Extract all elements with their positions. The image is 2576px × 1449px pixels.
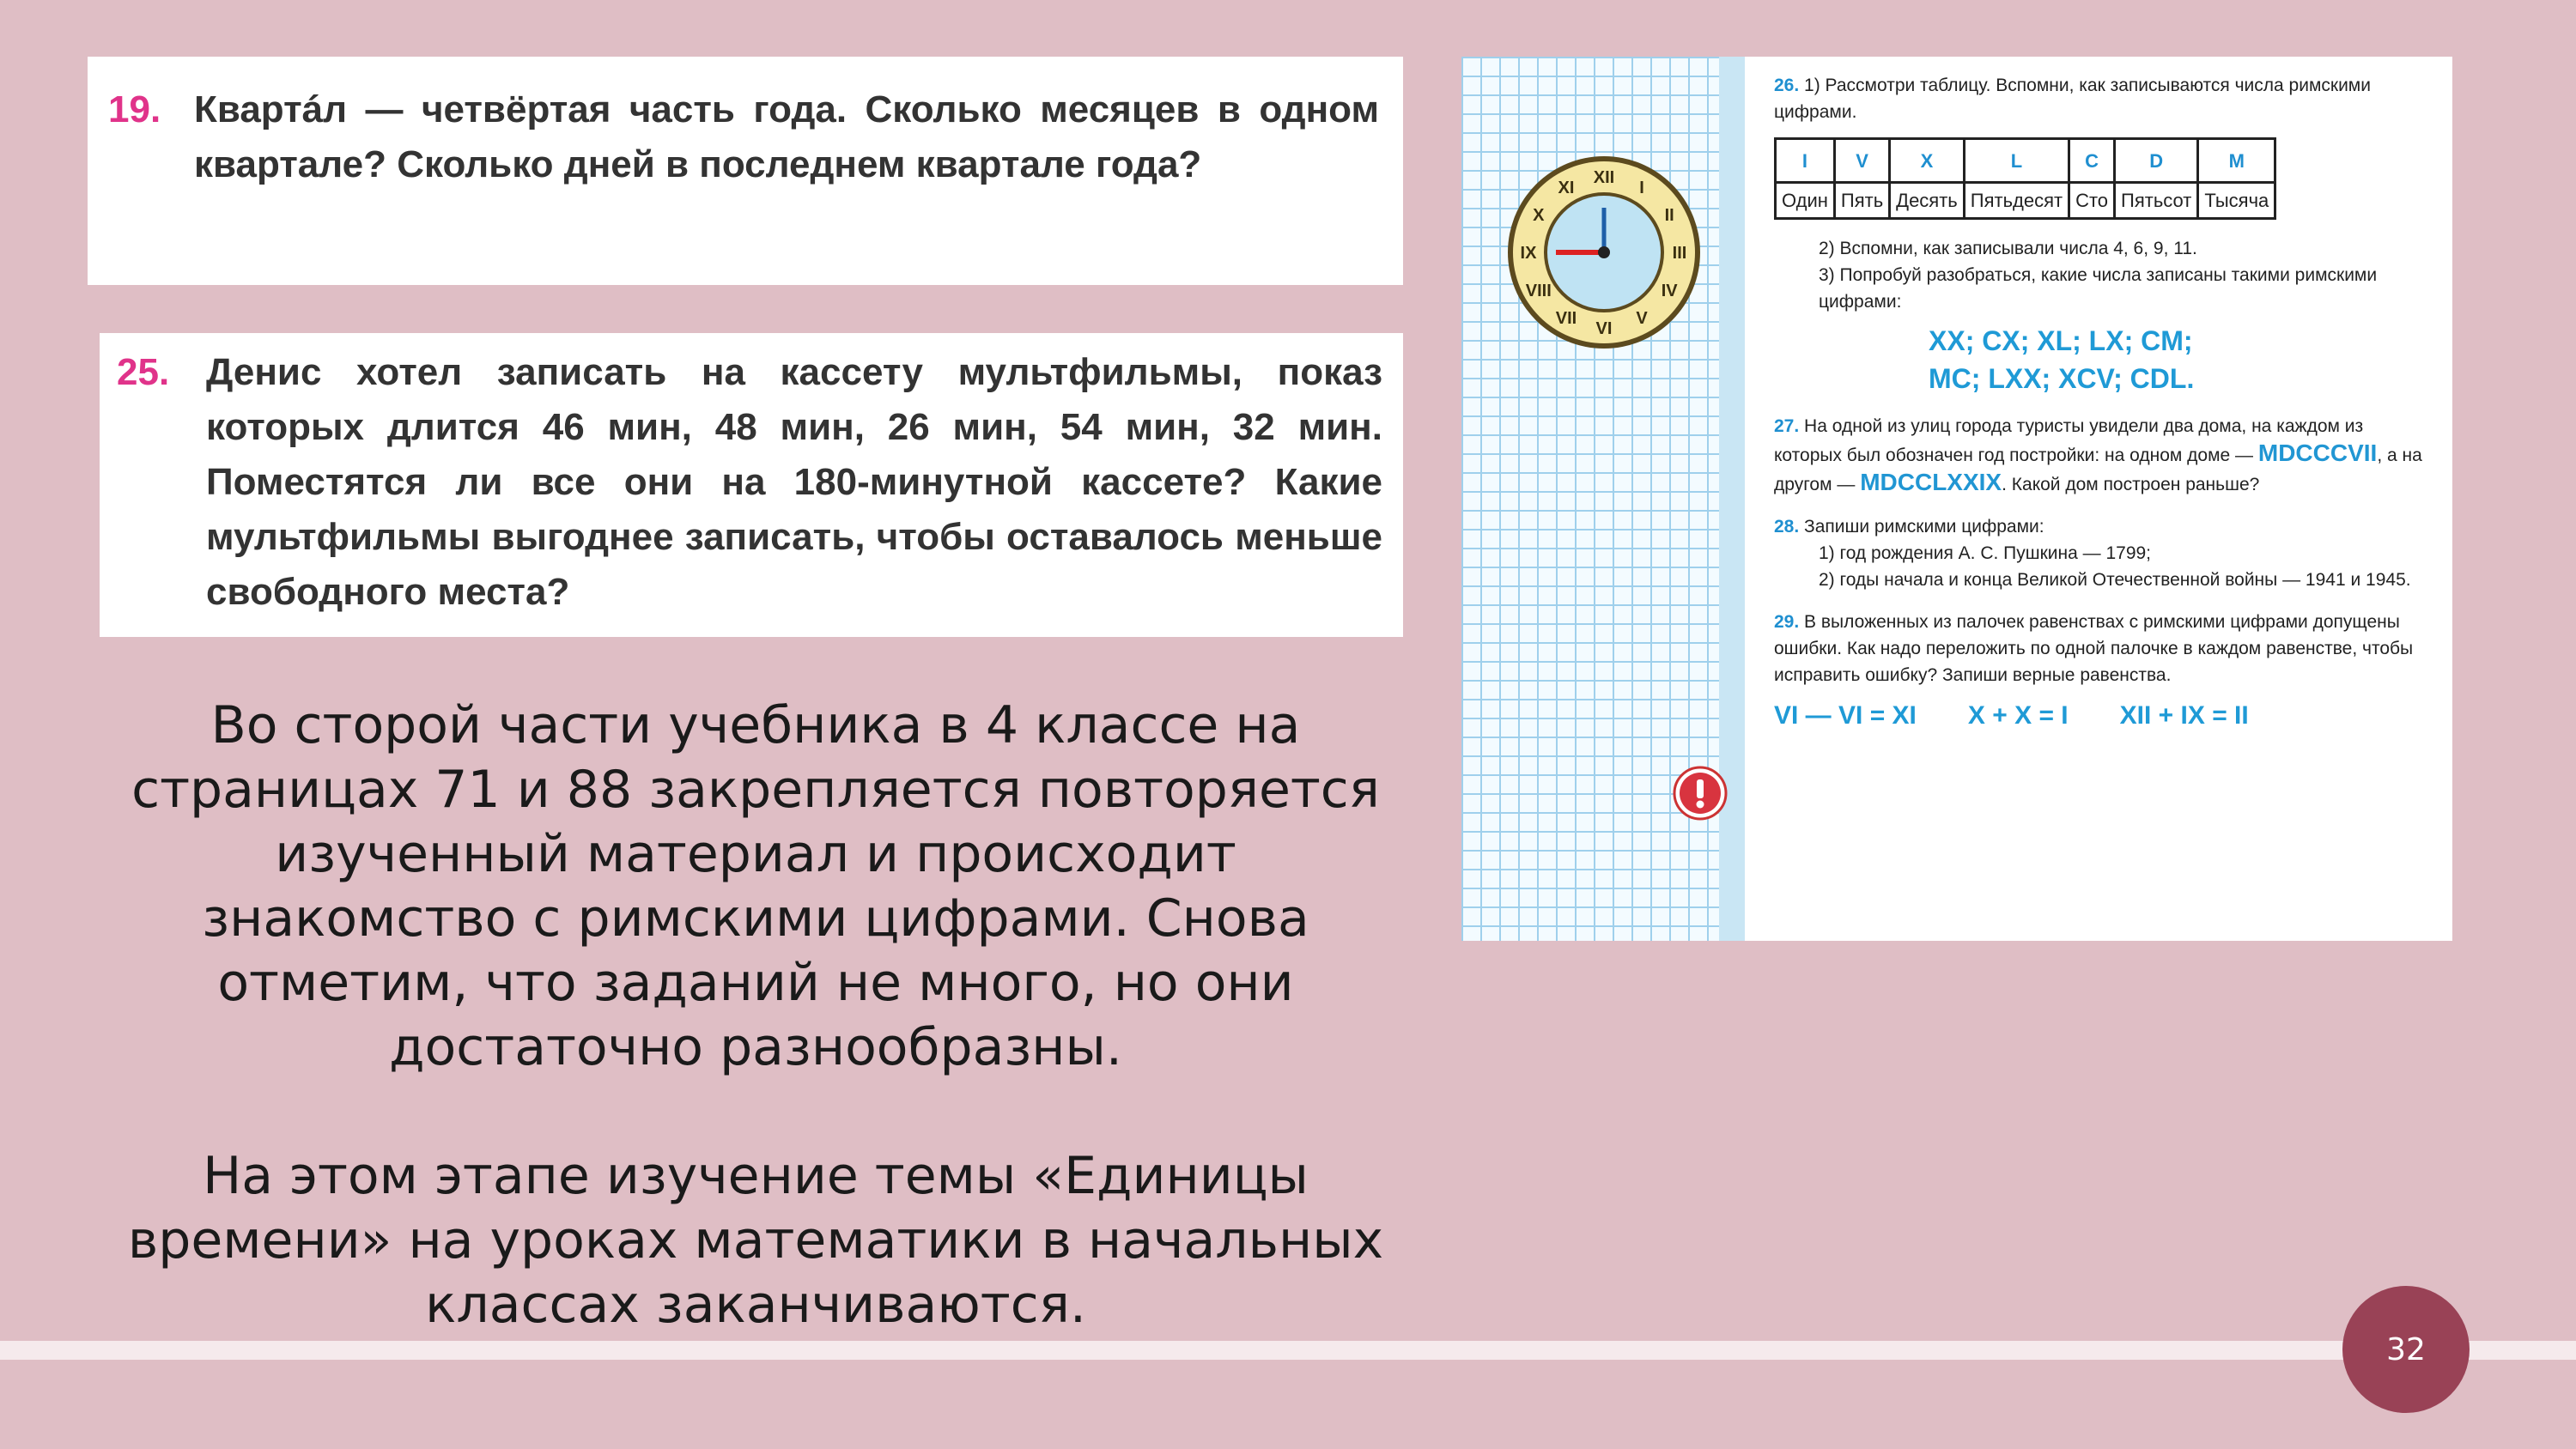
task-25-text: Денис хотел записать на кассету мультфильмы, показ которых длится 46 мин, 48 мин, 26 мин, 54 мин, 32 мин. Поместятся ли все они на 180-минутной кассете? Какие мультфильмы выгоднее записать, чтобы оставалось меньше свободного места?	[206, 351, 1382, 613]
task-25-number: 25.	[117, 351, 170, 393]
clock-numeral: III	[1672, 244, 1687, 263]
roman-name-cell: Пятьсот	[2115, 183, 2198, 219]
clock-numeral: V	[1636, 309, 1648, 329]
task-29-equation-1: VI — VI = XI	[1774, 701, 1917, 730]
clock-numeral: II	[1664, 206, 1674, 225]
roman-name-cell: Десять	[1890, 183, 1965, 219]
clock-numeral: VIII	[1525, 282, 1552, 300]
task-29	[1774, 609, 2432, 735]
textbook-content	[1774, 72, 2432, 735]
clock-numeral: VII	[1555, 309, 1577, 329]
clock-numeral: IV	[1661, 282, 1678, 300]
task-19-text: Квартáл — четвёртая часть года. Сколько месяцев в одном квартале? Сколько дней в последнем квартале года?	[194, 88, 1379, 185]
task-28-number: 28.	[1774, 517, 1800, 537]
task-28-item-2: 2) годы начала и конца Великой Отечественной войны — 1941 и 1945.	[1819, 570, 2411, 590]
roman-names-row	[1776, 183, 2275, 219]
body-paragraph-1: Во сторой части учебника в 4 классе на страницах 71 и 88 закрепляется повторяется изученный материал и происходит знакомство с римскими цифрами. Снова отметим, что заданий не много, но они достаточно разнообразны.	[131, 695, 1380, 1077]
task-28-item-1: 1) год рождения А. С. Пушкина — 1799;	[1819, 543, 2152, 563]
clock-numeral: I	[1639, 178, 1644, 197]
roman-symbol-cell: M	[2198, 139, 2275, 183]
task-28	[1774, 513, 2432, 593]
task-26-roman-line-2: MC; LXX; XCV; CDL.	[1929, 363, 2195, 394]
task-27-text-a: На одной из улиц города туристы увидели два дома, на каждом из которых был обозначен год постройки: на одном доме —	[1774, 416, 2364, 465]
roman-symbol-cell: L	[1964, 139, 2069, 183]
clock-numeral: X	[1533, 206, 1545, 225]
task-25-card	[100, 333, 1403, 637]
task-27-text-c: . Какой дом построен раньше?	[2002, 475, 2260, 494]
body-paragraph-2: На этом этапе изучение темы «Единицы времени» на уроках математики в начальных классах заканчиваются.	[127, 1146, 1384, 1335]
slide-body-text	[120, 694, 1391, 1337]
task-27-text-b: , а на другом —	[1774, 446, 2422, 494]
clock-icon	[1504, 153, 1704, 352]
task-26-number: 26.	[1774, 76, 1800, 95]
roman-symbol-cell: I	[1776, 139, 1835, 183]
clock-numeral: XI	[1558, 178, 1575, 197]
task-29-equation-2: X + X = I	[1967, 701, 2069, 730]
roman-symbol-cell: V	[1834, 139, 1889, 183]
roman-symbol-cell: D	[2115, 139, 2198, 183]
task-27-year-1: MDCCCVII	[2257, 440, 2378, 466]
task-26-p1: 1) Рассмотри таблицу. Вспомни, как записываются числа римскими цифрами.	[1774, 76, 2371, 122]
clock-numeral: VI	[1595, 319, 1613, 338]
task-29-text: В выложенных из палочек равенствах с римскими цифрами допущены ошибки. Как надо переложить по одной палочке в каждом равенстве, чтобы исправить ошибку? Запиши верные равенства.	[1774, 612, 2414, 685]
roman-numerals-table	[1774, 137, 2276, 220]
roman-name-cell: Сто	[2069, 183, 2115, 219]
task-28-text: Запиши римскими цифрами:	[1804, 517, 2044, 537]
roman-name-cell: Пятьдесят	[1964, 183, 2069, 219]
textbook-page-image	[1461, 57, 2452, 941]
roman-name-cell: Пять	[1834, 183, 1889, 219]
task-27-number: 27.	[1774, 416, 1800, 436]
roman-name-cell: Один	[1776, 183, 1835, 219]
task-27	[1774, 413, 2432, 498]
task-19-number: 19.	[108, 88, 161, 130]
task-26	[1774, 72, 2432, 125]
task-26-p3: 3) Попробуй разобраться, какие числа записаны такими римскими цифрами:	[1819, 265, 2378, 312]
roman-symbol-cell: C	[2069, 139, 2115, 183]
page-number-badge: 32	[2342, 1286, 2470, 1413]
task-27-year-2: MDCCLXXIX	[1860, 469, 2002, 495]
task-26-roman-line-1: XX; CX; XL; LX; CM;	[1929, 325, 2193, 356]
footer-divider	[0, 1341, 2576, 1360]
warning-icon	[1673, 766, 1728, 821]
roman-name-cell: Тысяча	[2198, 183, 2275, 219]
task-26-p2: 2) Вспомни, как записывали числа 4, 6, 9, 11.	[1819, 239, 2197, 258]
task-29-number: 29.	[1774, 612, 1800, 632]
task-29-equation-3: XII + IX = II	[2119, 701, 2249, 730]
clock-numeral: XII	[1593, 168, 1615, 187]
roman-symbol-cell: X	[1890, 139, 1965, 183]
clock-numeral: IX	[1520, 244, 1537, 263]
roman-symbols-row	[1776, 139, 2275, 183]
task-19-card	[88, 57, 1403, 285]
